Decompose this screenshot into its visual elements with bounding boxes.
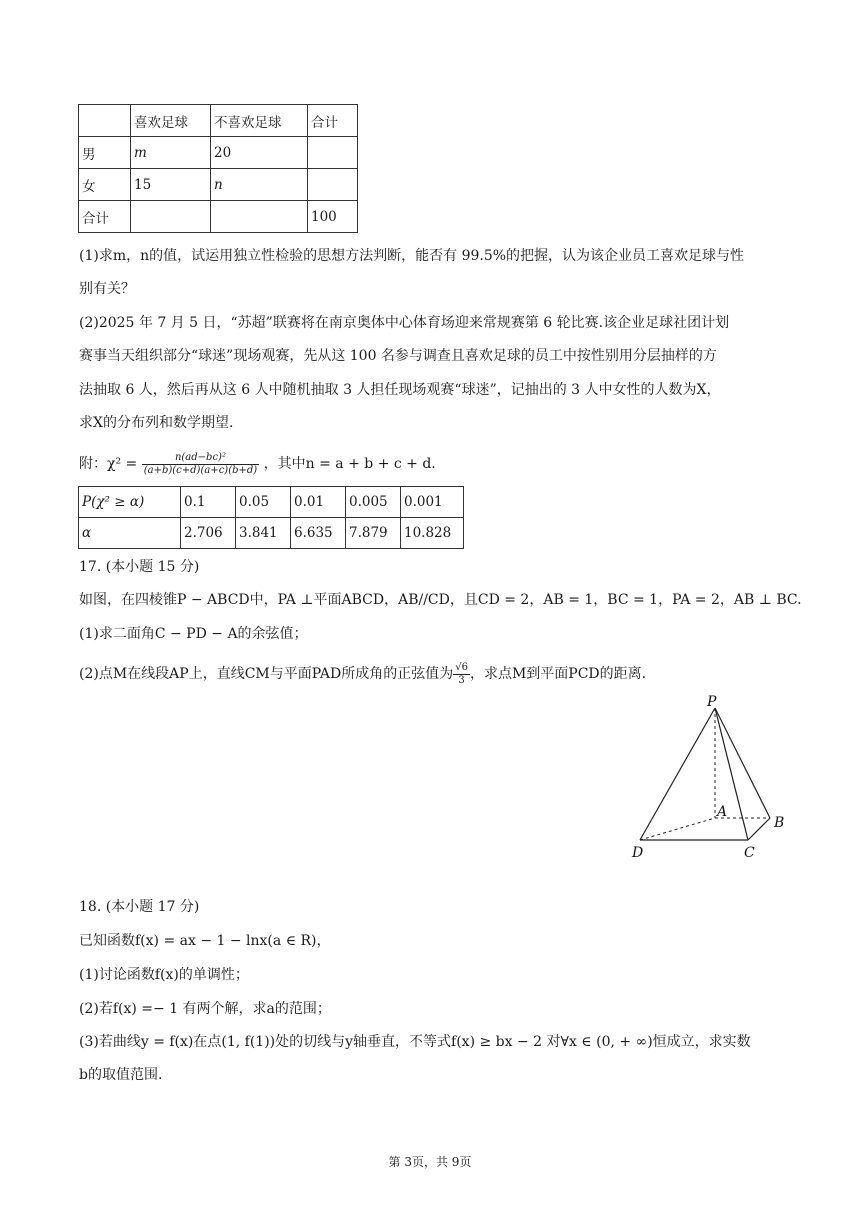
table-cell: 15 bbox=[131, 169, 211, 201]
q17-part2 bbox=[79, 661, 646, 687]
formula-numerator: n(ad−bc)² bbox=[142, 452, 259, 465]
q17-part2-text: (2)点M在线段AP上，直线CM与平面PAD所成角的正弦值为 bbox=[79, 666, 454, 682]
critical-value-table bbox=[78, 486, 464, 549]
q16-part2-line3: 法抽取 6 人，然后再从这 6 人中随机抽取 3 人担任现场观赛“球迷”，记抽出的 3 人中女性的人数为X， bbox=[79, 382, 721, 398]
table-cell: 20 bbox=[211, 137, 308, 169]
q17-part1: (1)求二面角C − PD − A的余弦值； bbox=[79, 626, 308, 642]
table-cell: 6.635 bbox=[291, 518, 346, 549]
appendix-suffix: ，其中n = a + b + c + d. bbox=[263, 456, 436, 472]
table-cell: 合计 bbox=[79, 201, 131, 233]
table-cell: 3.841 bbox=[236, 518, 291, 549]
table-cell: 喜欢足球 bbox=[131, 105, 211, 137]
q16-appendix bbox=[79, 451, 436, 477]
q18-part1: (1)讨论函数f(x)的单调性； bbox=[79, 967, 249, 983]
table-cell: P(χ² ≥ α) bbox=[79, 487, 181, 518]
vertex-label-p: P bbox=[707, 694, 717, 710]
table-cell bbox=[79, 105, 131, 137]
edge-cb bbox=[748, 818, 770, 840]
table-cell: α bbox=[79, 518, 181, 549]
table-cell bbox=[131, 201, 211, 233]
table-row bbox=[79, 137, 358, 169]
table-cell: 100 bbox=[308, 201, 358, 233]
edge-pb bbox=[715, 708, 770, 818]
table-cell: 女 bbox=[79, 169, 131, 201]
table-cell: 0.05 bbox=[236, 487, 291, 518]
table-cell bbox=[308, 169, 358, 201]
page-footer: 第 3页，共 9页 bbox=[388, 1155, 472, 1169]
table-cell: 不喜欢足球 bbox=[211, 105, 308, 137]
sine-value-fraction bbox=[453, 662, 470, 687]
q17-header: 17. (本小题 15 分) bbox=[79, 559, 200, 575]
pyramid-figure bbox=[620, 690, 800, 865]
table-cell: 10.828 bbox=[401, 518, 464, 549]
table-cell: 0.01 bbox=[291, 487, 346, 518]
table-cell: 0.005 bbox=[346, 487, 401, 518]
fraction-numerator: √6 bbox=[455, 661, 468, 673]
q18-header: 18. (本小题 17 分) bbox=[79, 899, 200, 915]
edge-pc bbox=[715, 708, 748, 840]
chi-square-formula bbox=[142, 452, 259, 477]
table-row bbox=[79, 487, 464, 518]
vertex-label-c: C bbox=[744, 845, 755, 861]
vertex-label-b: B bbox=[774, 815, 785, 831]
q16-part1-line2: 别有关？ bbox=[79, 281, 135, 297]
appendix-prefix: 附：χ² = bbox=[79, 456, 138, 472]
table-row bbox=[79, 201, 358, 233]
table-cell: 0.1 bbox=[181, 487, 236, 518]
vertex-label-a: A bbox=[717, 804, 728, 820]
q16-part2-line4: 求X的分布列和数学期望. bbox=[79, 415, 234, 431]
q16-part2-line2: 赛事当天组织部分“球迷”现场观赛，先从这 100 名参与调查且喜欢足球的员工中按性别用分层抽样的方 bbox=[79, 348, 717, 364]
q18-part3-line1: (3)若曲线y = f(x)在点(1, f(1))处的切线与y轴垂直，不等式f(x) ≥ bx − 2 对∀x ∈ (0, + ∞)恒成立，求实数 bbox=[79, 1034, 751, 1050]
q17-part2-text-end: ，求点M到平面PCD的距离. bbox=[469, 666, 647, 682]
table-cell: 0.001 bbox=[401, 487, 464, 518]
fraction-denominator: 3 bbox=[458, 674, 465, 686]
table-cell: m bbox=[131, 137, 211, 169]
formula-denominator: (a+b)(c+d)(a+c)(b+d) bbox=[143, 464, 258, 476]
table-row bbox=[79, 169, 358, 201]
q16-part1-line1: (1)求m，n的值，试运用独立性检验的思想方法判断，能否有 99.5%的把握，认为该企业员工喜欢足球与性 bbox=[79, 248, 745, 264]
table-cell: n bbox=[211, 169, 308, 201]
q16-part2-line1: (2)2025 年 7 月 5 日，“苏超”联赛将在南京奥体中心体育场迎来常规赛第 6 轮比赛.该企业足球社团计划 bbox=[79, 315, 730, 331]
edge-pd bbox=[640, 708, 715, 840]
contingency-table bbox=[78, 104, 358, 233]
q18-stem: 已知函数f(x) = ax − 1 − lnx(a ∈ R)， bbox=[79, 933, 331, 949]
table-cell: 7.879 bbox=[346, 518, 401, 549]
q18-part3-line2: b的取值范围. bbox=[79, 1067, 163, 1083]
table-cell: 男 bbox=[79, 137, 131, 169]
q18-part2: (2)若f(x) =− 1 有两个解，求a的范围； bbox=[79, 1001, 331, 1017]
table-cell bbox=[308, 137, 358, 169]
table-row bbox=[79, 518, 464, 549]
q17-stem: 如图，在四棱锥P − ABCD中，PA ⊥平面ABCD，AB//CD，且CD = 2，AB = 1，BC = 1，PA = 2，AB ⊥ BC. bbox=[79, 592, 802, 608]
table-cell bbox=[211, 201, 308, 233]
table-cell: 合计 bbox=[308, 105, 358, 137]
table-cell: 2.706 bbox=[181, 518, 236, 549]
table-header-row bbox=[79, 105, 358, 137]
vertex-label-d: D bbox=[632, 845, 644, 861]
